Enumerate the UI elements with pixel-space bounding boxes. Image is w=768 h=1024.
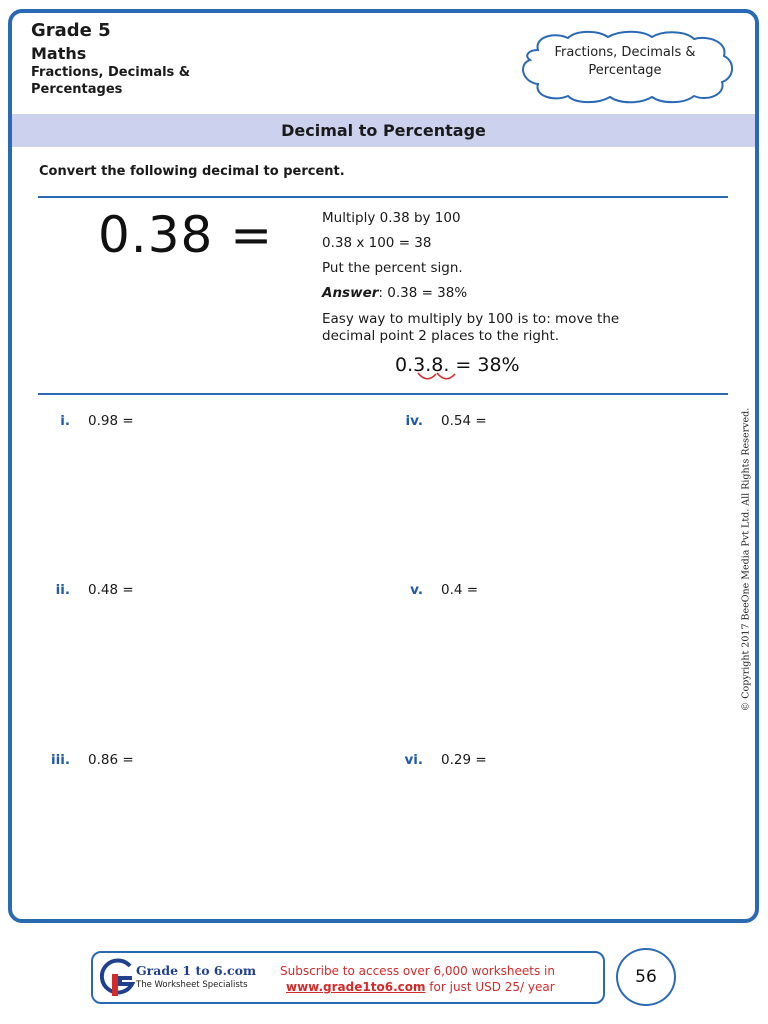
answer-value: : 0.38 = 38%: [378, 285, 468, 301]
question-text: 0.4 =: [441, 582, 479, 598]
example-equation: 0.38 =: [98, 206, 274, 264]
step-3: Put the percent sign.: [322, 260, 463, 276]
page-number: 56: [616, 948, 676, 1006]
instruction-text: Convert the following decimal to percent.: [39, 164, 345, 179]
topic-heading: Fractions, Decimals & Percentages: [31, 65, 191, 97]
subscribe-text: Subscribe to access over 6,000 worksheets in: [280, 964, 555, 978]
question-item: [405, 413, 487, 429]
cloud-label: Fractions, Decimals & Percentage: [554, 45, 696, 78]
question-label: vi.: [404, 752, 423, 768]
question-label: ii.: [55, 582, 70, 598]
subscribe-line-2: [286, 980, 555, 994]
shift-arrows-icon: [410, 371, 470, 385]
copyright-text: © Copyright 2017 BeeOne Media Pvt Ltd. All Rights Reserved.: [740, 407, 752, 712]
question-text: 0.54 =: [441, 413, 487, 429]
question-item: [50, 752, 134, 768]
step-2: 0.38 x 100 = 38: [322, 235, 432, 251]
question-label: iv.: [405, 413, 423, 429]
example-steps: [322, 209, 652, 345]
question-text: 0.29 =: [441, 752, 487, 768]
question-item: [410, 582, 479, 598]
question-label: iii.: [50, 752, 70, 768]
divider-top: [38, 196, 728, 198]
decimal-shift-demo: 0.3.8. = 38%: [395, 354, 520, 376]
grade1to6-logo-icon: [100, 958, 136, 998]
divider-bottom: [38, 393, 728, 395]
question-item: [60, 413, 134, 429]
question-item: [55, 582, 134, 598]
worksheet-title: Decimal to Percentage: [12, 114, 755, 147]
subscribe-price: for just USD 25/ year: [425, 980, 555, 994]
question-item: [404, 752, 487, 768]
question-text: 0.86 =: [88, 752, 134, 768]
subject-heading: Maths: [31, 44, 87, 63]
question-label: v.: [410, 582, 423, 598]
question-text: 0.98 =: [88, 413, 134, 429]
grade-heading: Grade 5: [31, 20, 111, 41]
question-label: i.: [60, 413, 70, 429]
question-text: 0.48 =: [88, 582, 134, 598]
brand-tagline: The Worksheet Specialists: [136, 980, 248, 990]
step-1: Multiply 0.38 by 100: [322, 210, 461, 226]
website-link[interactable]: www.grade1to6.com: [286, 980, 426, 994]
brand-name: Grade 1 to 6.com: [136, 963, 257, 978]
answer-line: [322, 284, 652, 309]
tip-text: Easy way to multiply by 100 is to: move the decimal point 2 places to the right.: [322, 311, 620, 344]
answer-label: Answer: [322, 285, 379, 301]
